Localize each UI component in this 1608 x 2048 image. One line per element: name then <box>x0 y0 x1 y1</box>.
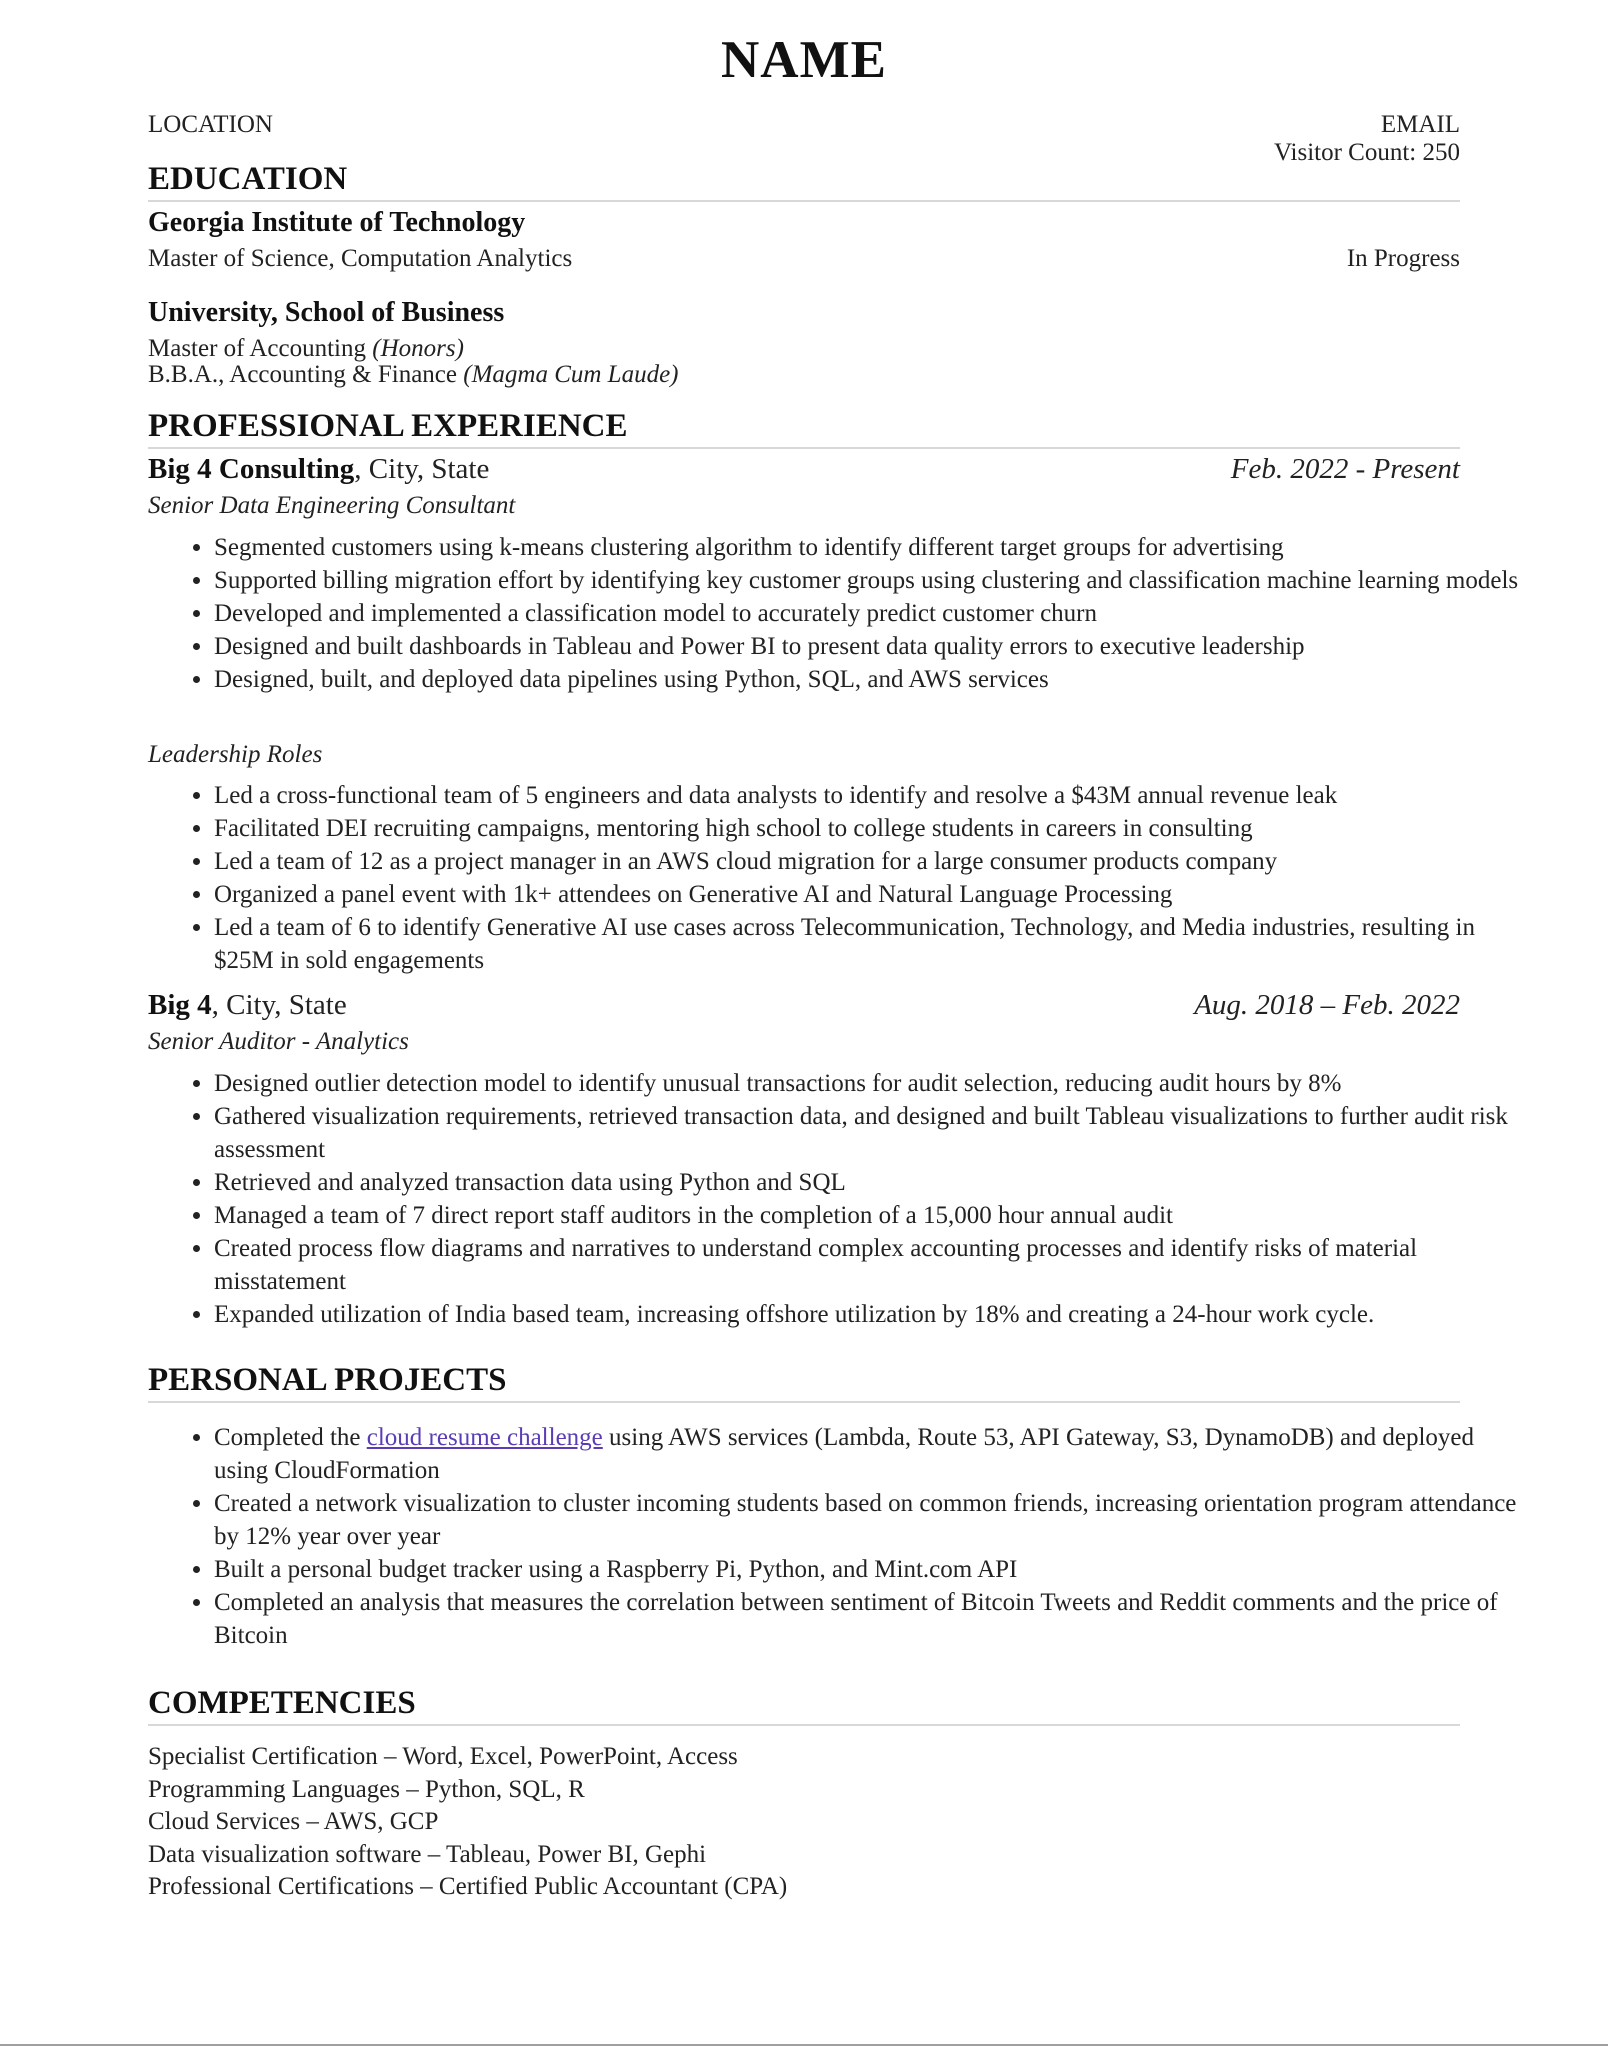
projects-heading: PERSONAL PROJECTS <box>148 1361 1460 1403</box>
list-item: • Led a cross-functional team of 5 engineers and data analysts to identify and resolve a $43M annual revenue leak <box>214 779 1526 812</box>
list-item: • Developed and implemented a classification model to accurately predict customer churn <box>214 597 1526 630</box>
list-item: • Expanded utilization of India based team, increasing offshore utilization by 18% and creating a 24-hour work cycle. <box>214 1298 1526 1331</box>
company-name: Big 4 <box>148 989 212 1021</box>
location: LOCATION <box>148 111 273 138</box>
job-title: Senior Data Engineering Consultant <box>148 492 516 519</box>
job-1-header <box>148 455 1460 484</box>
list-item: • Built a personal budget tracker using a Raspberry Pi, Python, and Mint.com API <box>214 1553 1526 1586</box>
list-item: • Led a team of 12 as a project manager in an AWS cloud migration for a large consumer products company <box>214 845 1526 878</box>
list-item: • Created process flow diagrams and narratives to understand complex accounting processes and identify risks of material misstatement <box>214 1232 1526 1298</box>
projects-bullets <box>148 1421 1526 1652</box>
leadership-subheading: Leadership Roles <box>148 741 323 768</box>
company-name: Big 4 Consulting <box>148 453 355 485</box>
visitor-count: Visitor Count: 250 <box>1273 139 1460 166</box>
project-text: using AWS services (Lambda, Route 53, API Gateway, S3, DynamoDB) and deployed using CloudFormation <box>214 1424 1474 1484</box>
list-item: • Designed outlier detection model to identify unusual transactions for audit selection, reducing audit hours by 8% <box>214 1067 1526 1100</box>
competency-item: Data visualization software – Tableau, Power BI, Gephi <box>148 1840 707 1868</box>
competency-item: Programming Languages – Python, SQL, R <box>148 1775 585 1803</box>
competency-item: Specialist Certification – Word, Excel, PowerPoint, Access <box>148 1743 738 1770</box>
page-bottom-divider <box>0 2044 1608 2046</box>
company-location: , City, State <box>211 989 347 1021</box>
job-dates: Feb. 2022 - Present <box>1230 453 1460 485</box>
school-name: University, School of Business <box>148 297 505 328</box>
school-2-degree-1 <box>148 334 1460 363</box>
job-2-header <box>148 991 1460 1020</box>
list-item: • Facilitated DEI recruiting campaigns, mentoring high school to college students in careers in consulting <box>214 812 1526 845</box>
competencies-list <box>148 1741 787 1904</box>
degree: Master of Science, Computation Analytics <box>148 245 573 272</box>
company-location: , City, State <box>354 453 490 485</box>
cloud-resume-challenge-link[interactable]: cloud resume challenge <box>366 1424 603 1451</box>
education-heading: EDUCATION <box>148 160 1460 202</box>
job-2-bullets <box>148 1067 1526 1331</box>
list-item: • Managed a team of 7 direct report staff auditors in the completion of a 15,000 hour annual audit <box>214 1199 1526 1232</box>
school-1-degree-row <box>148 244 1460 273</box>
competency-item: Professional Certifications – Certified Public Accountant (CPA) <box>148 1873 788 1901</box>
degree: Master of Accounting <box>148 335 367 362</box>
list-item: • Designed and built dashboards in Tableau and Power BI to present data quality errors to executive leadership <box>214 630 1526 663</box>
list-item: • Retrieved and analyzed transaction data using Python and SQL <box>214 1166 1526 1199</box>
school-1 <box>148 208 1460 238</box>
list-item: • Led a team of 6 to identify Generative AI use cases across Telecommunication, Technology, and Media industries, resulting in $25M in sold engagements <box>214 911 1526 977</box>
degree: B.B.A., Accounting & Finance <box>148 361 457 388</box>
competency-item: Cloud Services – AWS, GCP <box>148 1808 439 1836</box>
school-name: Georgia Institute of Technology <box>148 207 526 238</box>
school-2 <box>148 298 1460 328</box>
degree-status: In Progress <box>1346 245 1460 272</box>
project-text: Completed the <box>214 1424 367 1451</box>
job-1-bullets <box>148 531 1526 696</box>
list-item: • Designed, built, and deployed data pipelines using Python, SQL, and AWS services <box>214 663 1526 696</box>
list-item: • Completed an analysis that measures the correlation between sentiment of Bitcoin Tweets and Reddit comments and the price of Bitcoin <box>214 1586 1526 1652</box>
list-item: • Created a network visualization to cluster incoming students based on common friends, increasing orientation program attendance by 12% year over year <box>214 1487 1526 1553</box>
degree-honor: (Honors) <box>372 335 464 362</box>
degree-honor: (Magma Cum Laude) <box>463 361 679 388</box>
candidate-name: NAME <box>721 31 887 89</box>
list-item: • Segmented customers using k-means clustering algorithm to identify different target groups for advertising <box>214 531 1526 564</box>
school-2-degree-2 <box>148 360 1460 389</box>
list-item: • Supported billing migration effort by identifying key customer groups using clustering and classification machine learning models <box>214 564 1526 597</box>
list-item: • Organized a panel event with 1k+ attendees on Generative AI and Natural Language Processing <box>214 878 1526 911</box>
job-title: Senior Auditor - Analytics <box>148 1028 409 1055</box>
list-item <box>214 1421 1526 1487</box>
contact-block <box>1274 111 1460 167</box>
leadership-bullets <box>148 779 1526 977</box>
competencies-heading: COMPETENCIES <box>148 1684 1460 1726</box>
list-item: • Gathered visualization requirements, retrieved transaction data, and designed and built Tableau visualizations to further audit risk assessment <box>214 1100 1526 1166</box>
job-dates: Aug. 2018 – Feb. 2022 <box>1194 989 1460 1021</box>
email: EMAIL <box>1380 111 1460 138</box>
experience-heading: PROFESSIONAL EXPERIENCE <box>148 407 1460 449</box>
